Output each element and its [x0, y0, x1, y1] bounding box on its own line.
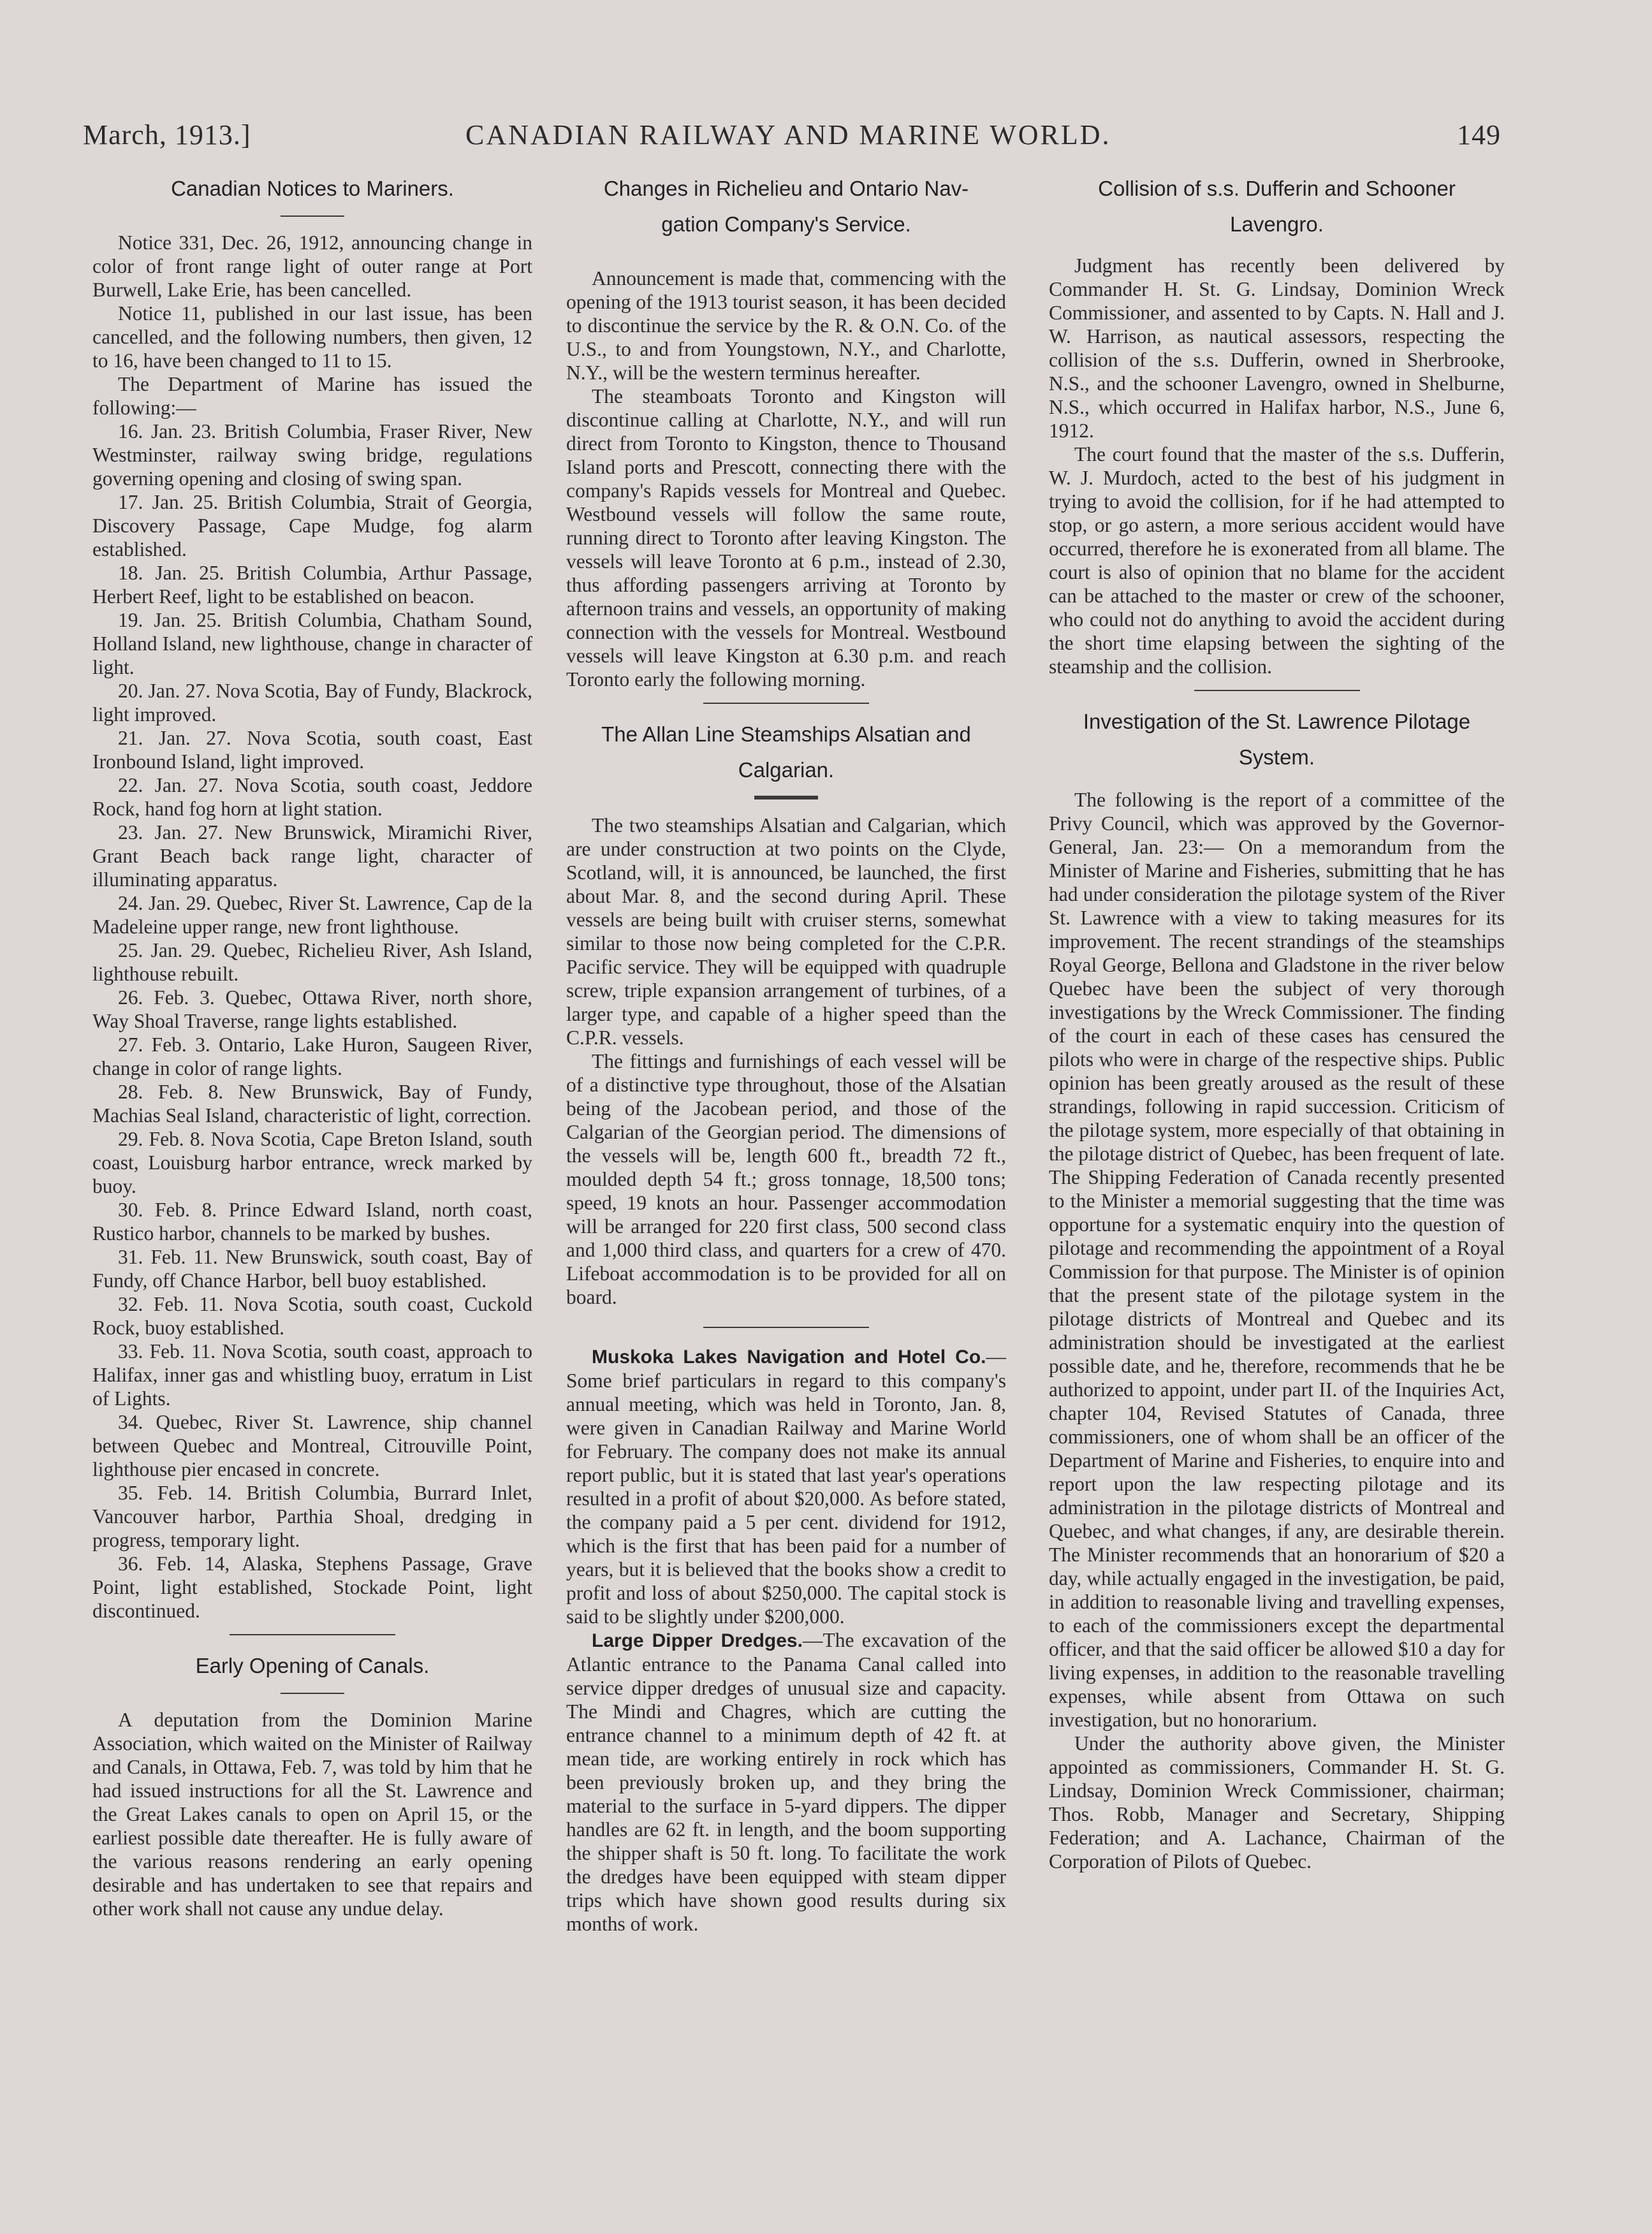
- section-divider: [1194, 690, 1360, 691]
- notice-item: 31. Feb. 11. New Brunswick, south coast, Bay of Fundy, off Chance Harbor, bell buoy established.: [92, 1246, 532, 1292]
- lead-in-dredges: Large Dipper Dredges.: [592, 1630, 803, 1651]
- notice-item: 22. Jan. 27. Nova Scotia, south coast, Jeddore Rock, hand fog horn at light station.: [92, 774, 532, 820]
- title-line: Investigation of the St. Lawrence Pilotage: [1083, 710, 1471, 733]
- article-title-collision: [1049, 171, 1505, 242]
- column-middle: [566, 171, 1006, 1936]
- publication-title: CANADIAN RAILWAY AND MARINE WORLD.: [465, 119, 1111, 150]
- article-title-notices: Canadian Notices to Mariners.: [171, 177, 454, 200]
- paragraph-text: —Some brief particulars in regard to this company's annual meeting, which was held in Toronto, Jan. 8, were given in Canadian Railway and Marine World for February. The company does not make its annual report public, but it is stated that last year's operations resulted in a profit of about $20,000. As before stated, the company paid a 5 per cent. dividend for 1912, which is the first that has been paid for a number of years, but it is believed that the books show a credit to profit and loss of about $250,000. The capital stock is said to be slightly under $200,000.: [566, 1345, 1006, 1628]
- spacer: [754, 251, 818, 252]
- divider: [281, 1693, 344, 1694]
- ornamental-divider: [754, 796, 818, 799]
- title-line: System.: [1238, 745, 1315, 769]
- notice-item: 18. Jan. 25. British Columbia, Arthur Passage, Herbert Reef, light to be established on beacon.: [92, 562, 532, 608]
- paragraph: The two steamships Alsatian and Calgarian, which are under construction at two points on the Clyde, Scotland, will, it is announced, be launched, the first about Mar. 8, and the second during April. These vessels are being built with cruiser sterns, somewhat similar to those now being completed for the C.P.R. Pacific service. They will be equipped with quadruple screw, triple expansion arrangement of turbines, of a larger type, and capable of a higher speed than the C.P.R. vessels.: [566, 814, 1006, 1049]
- article-title-pilotage: [1049, 704, 1505, 775]
- notice-item: 20. Jan. 27. Nova Scotia, Bay of Fundy, Blackrock, light improved.: [92, 680, 532, 726]
- paragraph: Notice 331, Dec. 26, 1912, announcing change in color of front range light of outer range at Port Burwell, Lake Erie, has been cancelled.: [92, 231, 532, 301]
- article-title-allan: [566, 717, 1006, 788]
- article-title-richelieu: [566, 171, 1006, 242]
- title-line: The Allan Line Steamships Alsatian and: [601, 722, 971, 746]
- article-muskoka: [566, 1345, 1006, 1936]
- notice-item: 29. Feb. 8. Nova Scotia, Cape Breton Island, south coast, Louisburg harbor entrance, wreck marked by buoy.: [92, 1128, 532, 1197]
- title-line: Changes in Richelieu and Ontario Nav-: [603, 177, 969, 200]
- paragraph: The following is the report of a committee of the Privy Council, which was approved by the Governor-General, Jan. 23:— On a memorandum from the Minister of Marine and Fisheries, submitting that he has had under consideration the pilotage system of the River St. Lawrence with a view to taking measures for its improvement. The recent strandings of the steamships Royal George, Bellona and Gladstone in the river below Quebec have been the subject of very thorough investigations by the Wreck Commissioner. The finding of the court in each of these cases has censured the pilots who were in charge of the respective ships. Public opinion has been greatly aroused as the result of these strandings, following in rapid succession. Criticism of the pilotage system, more especially of that obtaining in the pilotage district of Quebec, has been frequent of late. The Shipping Federation of Canada recently presented to the Minister a memorial suggesting that the time was opportune for a systematic enquiry into the question of pilotage and recommending the appointment of a Royal Commission for that purpose. The Minister is of opinion that the present state of the pilotage system in the pilotage districts of Montreal and Quebec and its administration should be investigated at the earliest possible date, and he, therefore, recommends that he be authorized to appoint, under part II. of the Inquiries Act, chapter 104, Revised Statutes of Canada, three commissioners, one of whom shall be an officer of the Department of Marine and Fisheries, to enquire into and report upon the law respecting pilotage and its administration in the pilotage districts of Montreal and Quebec, and what changes, if any, are desirable therein. The Minister recommends that an honorarium of $20 a day, while actually engaged in the investigation, be paid, in addition to reasonable living and travelling expenses, to each of the commissioners except the departmental officer, and that the said officer be allowed $10 a day for living expenses, in addition to the reasonable travelling expenses, while absent from Ottawa on such investigation, but no honorarium.: [1049, 789, 1505, 1731]
- paragraph: The fittings and furnishings of each vessel will be of a distinctive type throughout, those of the Alsatian being of the Jacobean period, and those of the Calgarian of the Georgian period. The dimensions of the vessels will be, length 600 ft., breadth 72 ft., moulded depth 54 ft.; gross tonnage, 18,500 tons; speed, 19 knots an hour. Passenger accommodation will be arranged for 220 first class, 500 second class and 1,000 third class, and quarters for a crew of 470. Lifeboat accommodation is to be provided for all on board.: [566, 1050, 1006, 1308]
- notice-item: 21. Jan. 27. Nova Scotia, south coast, East Ironbound Island, light improved.: [92, 727, 532, 773]
- title-line: gation Company's Service.: [661, 212, 911, 236]
- spacer: [1049, 242, 1505, 254]
- article-body-notices: [92, 231, 532, 1623]
- notice-item: 27. Feb. 3. Ontario, Lake Huron, Saugeen River, change in color of range lights.: [92, 1033, 532, 1079]
- issue-date: March, 1913.]: [83, 119, 251, 150]
- notice-item: 30. Feb. 8. Prince Edward Island, north coast, Rustico harbor, channels to be marked by bushes.: [92, 1199, 532, 1245]
- paragraph-text: —The excavation of the Atlantic entrance to the Panama Canal called into service dipper dredges of unusual size and capacity. The Mindi and Chagres, which are cutting the entrance channel to a minimum depth of 42 ft. at mean tide, are working entirely in rock which has been previously broken up, and they bring the material to the surface in 5-yard dippers. The dipper handles are 62 ft. in length, and the boom supporting the shipper shaft is 50 ft. long. To facilitate the work the dredges have been equipped with steam dipper trips which have shown good results during six months of work.: [566, 1629, 1006, 1935]
- paragraph: [566, 1628, 1006, 1936]
- notice-item: 16. Jan. 23. British Columbia, Fraser River, New Westminster, railway swing bridge, regulations governing opening and closing of swing span.: [92, 420, 532, 490]
- column-right: [1049, 171, 1505, 1873]
- notice-item: 35. Feb. 14. British Columbia, Burrard Inlet, Vancouver harbor, Parthia Shoal, dredging in progress, temporary light.: [92, 1482, 532, 1551]
- notice-item: 32. Feb. 11. Nova Scotia, south coast, Cuckold Rock, buoy established.: [92, 1293, 532, 1339]
- article-title-canals: Early Opening of Canals.: [195, 1654, 430, 1677]
- notice-item: 26. Feb. 3. Quebec, Ottawa River, north shore, Way Shoal Traverse, range lights established.: [92, 986, 532, 1032]
- notice-item: 23. Jan. 27. New Brunswick, Miramichi River, Grant Beach back range light, character of illuminating apparatus.: [92, 821, 532, 891]
- article-body-collision: [1049, 254, 1505, 678]
- notice-item: 28. Feb. 8. New Brunswick, Bay of Fundy, Machias Seal Island, characteristic of light, correction.: [92, 1081, 532, 1127]
- paragraph: Judgment has recently been delivered by Commander H. St. G. Lindsay, Dominion Wreck Commissioner, and assented to by Capts. N. Hall and J. W. Harrison, as nautical assessors, respecting the collision of the s.s. Dufferin, owned in Sherbrooke, N.S., and the schooner Lavengro, owned in Shelburne, N.S., which occurred in Halifax harbor, N.S., June 6, 1912.: [1049, 254, 1505, 442]
- lead-in-muskoka: Muskoka Lakes Navigation and Hotel Co.: [592, 1347, 986, 1368]
- article-body-canals: [92, 1708, 532, 1920]
- paragraph: Announcement is made that, commencing with the opening of the 1913 tourist season, it has been decided to discontinue the service by the R. & O.N. Co. of the U.S., to and from Youngstown, N.Y., and Charlotte, N.Y., will be the western terminus hereafter.: [566, 267, 1006, 384]
- article-body-richelieu: [566, 266, 1006, 691]
- section-divider: [703, 1327, 869, 1328]
- page-number: 149: [1457, 119, 1501, 150]
- paragraph: Under the authority above given, the Minister appointed as commissioners, Commander H. St. G. Lindsay, Dominion Wreck Commissioner, chairman; Thos. Robb, Manager and Secretary, Shipping Federation; and A. Lachance, Chairman of the Corporation of Pilots of Quebec.: [1049, 1732, 1505, 1873]
- paragraph: [566, 1345, 1006, 1628]
- paragraph: The court found that the master of the s.s. Dufferin, W. J. Murdoch, acted to the best of his judgment in trying to avoid the collision, for if he had attempted to stop, or go astern, a more serious accident would have occurred, therefore he is exonerated from all blame. The court is also of opinion that no blame for the accident can be attached to the master or crew of the schooner, who could not do anything to avoid the accident during the short time elapsing between the sighting of the steamship and the collision.: [1049, 443, 1505, 678]
- notice-item: 19. Jan. 25. British Columbia, Chatham Sound, Holland Island, new lighthouse, change in character of light.: [92, 609, 532, 678]
- paragraph: The Department of Marine has issued the following:—: [92, 373, 532, 419]
- paragraph: The steamboats Toronto and Kingston will discontinue calling at Charlotte, N.Y., and will run direct from Toronto to Kingston, thence to Thousand Island ports and Prescott, connecting there with the company's Rapids vessels for Montreal and Quebec. Westbound vessels will follow the same route, running direct to Toronto after leaving Kingston. The vessels will leave Toronto at 6 p.m., instead of 2.30, thus affording passengers arriving at Toronto by afternoon trains and vessels, an opportunity of making connection with the vessels for Montreal. Westbound vessels will leave Kingston at 6.30 p.m. and reach Toronto early the following morning.: [566, 385, 1006, 690]
- title-line: Collision of s.s. Dufferin and Schooner: [1098, 177, 1456, 200]
- paragraph: Notice 11, published in our last issue, has been cancelled, and the following numbers, then given, 12 to 16, have been changed to 11 to 15.: [92, 302, 532, 372]
- notice-item: 24. Jan. 29. Quebec, River St. Lawrence, Cap de la Madeleine upper range, new front lighthouse.: [92, 892, 532, 938]
- notice-item: 36. Feb. 14, Alaska, Stephens Passage, Grave Point, light established, Stockade Point, light discontinued.: [92, 1552, 532, 1622]
- title-line: Lavengro.: [1230, 212, 1324, 236]
- running-header: [0, 113, 1652, 158]
- title-line: Calgarian.: [738, 758, 835, 782]
- notice-item: 33. Feb. 11. Nova Scotia, south coast, approach to Halifax, inner gas and whistling buoy, erratum in List of Lights.: [92, 1340, 532, 1410]
- article-body-allan: [566, 814, 1006, 1309]
- article-body-pilotage: [1049, 788, 1505, 1873]
- section-divider: [230, 1634, 395, 1635]
- column-left: [92, 171, 532, 1920]
- section-divider: [703, 703, 869, 704]
- spacer: [1049, 775, 1505, 788]
- notice-item: 17. Jan. 25. British Columbia, Strait of Georgia, Discovery Passage, Cape Mudge, fog alarm established.: [92, 491, 532, 560]
- notice-item: 34. Quebec, River St. Lawrence, ship channel between Quebec and Montreal, Citrouville Point, lighthouse pier encased in concrete.: [92, 1411, 532, 1480]
- divider: [281, 215, 344, 217]
- notice-item: 25. Jan. 29. Quebec, Richelieu River, Ash Island, lighthouse rebuilt.: [92, 939, 532, 985]
- paragraph: A deputation from the Dominion Marine Association, which waited on the Minister of Railway and Canals, in Ottawa, Feb. 7, was told by him that he had issued instructions for all the St. Lawrence and the Great Lakes canals to open on April 15, or the earliest possible date thereafter. He is fully aware of the various reasons rendering an early opening desirable and has undertaken to see that repairs and other work shall not cause any undue delay.: [92, 1709, 532, 1920]
